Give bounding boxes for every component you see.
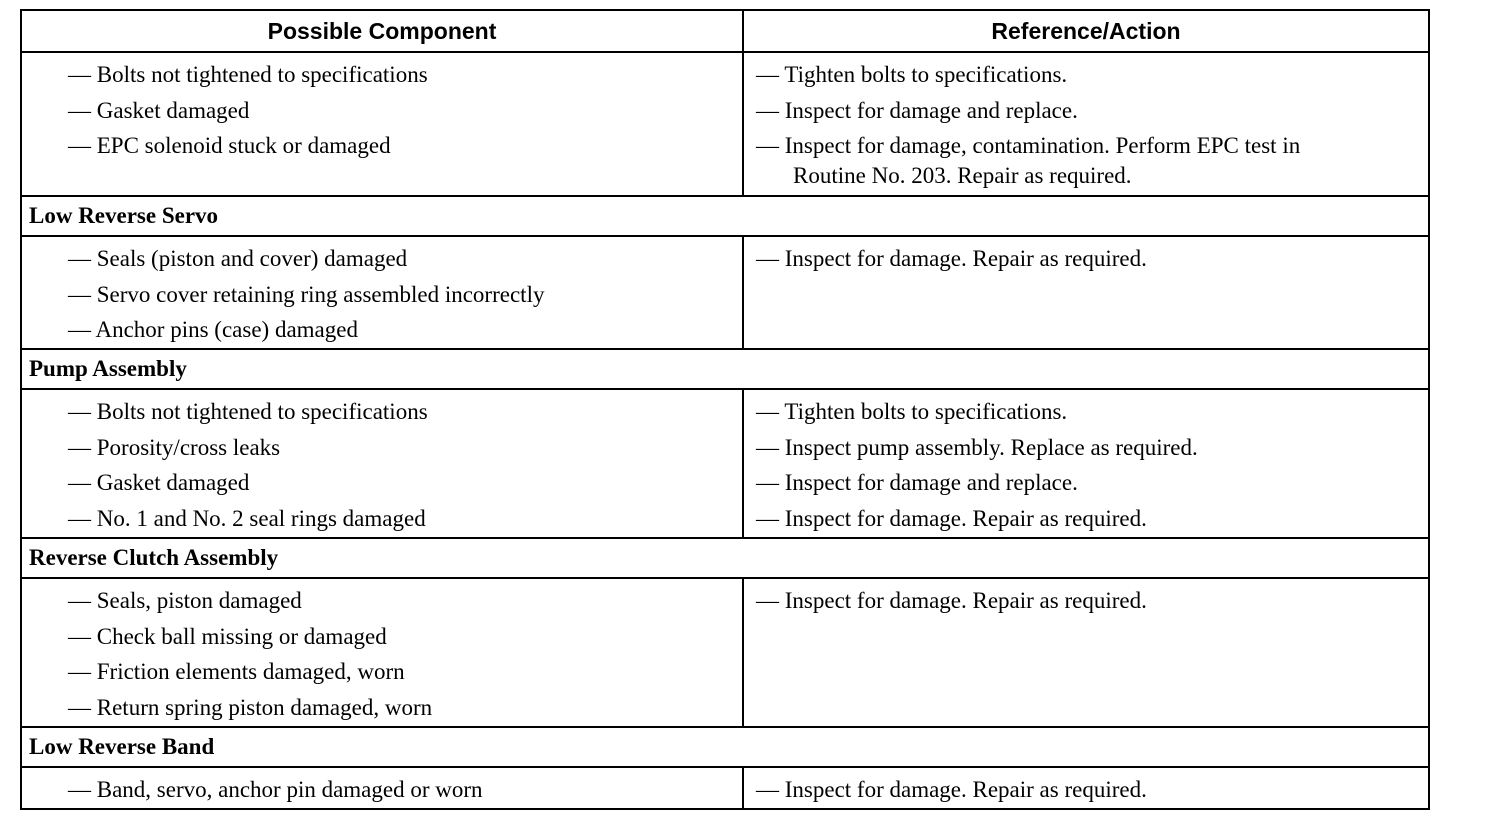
section-title: Low Reverse Band [22, 728, 1428, 768]
component-item: — Porosity/cross leaks [68, 434, 281, 460]
action-item: — Tighten bolts to specifications. [756, 399, 1068, 424]
table-header [22, 11, 1428, 53]
component-item: — Servo cover retaining ring assembled incorrectly [68, 281, 545, 307]
component-cell [22, 768, 744, 808]
action-cell [744, 768, 1428, 808]
component-item: — Return spring piston damaged, worn [68, 694, 433, 720]
component-cell [22, 53, 744, 195]
table-row [22, 390, 1428, 539]
action-cell [744, 237, 1428, 348]
component-item: — Gasket damaged [68, 97, 250, 123]
component-item: — Seals, piston damaged [68, 588, 302, 613]
component-cell [22, 237, 744, 348]
action-cell [744, 579, 1428, 726]
action-cell [744, 53, 1428, 195]
component-cell [22, 579, 744, 726]
table-row [22, 237, 1428, 350]
component-item: — Bolts not tightened to specifications [68, 62, 428, 87]
action-item: Routine No. 203. Repair as required. [793, 162, 1132, 188]
component-item: — Gasket damaged [68, 470, 250, 495]
action-cell [744, 390, 1428, 537]
table-row [22, 768, 1428, 808]
section-title: Reverse Clutch Assembly [22, 539, 1428, 579]
component-item: — No. 1 and No. 2 seal rings damaged [68, 505, 426, 531]
table-row [22, 579, 1428, 728]
action-item: — Inspect for damage. Repair as required. [756, 777, 1147, 802]
component-item: — Check ball missing or damaged [68, 623, 387, 649]
action-item: — Tighten bolts to specifications. [756, 62, 1068, 87]
component-item: — Bolts not tightened to specifications [68, 399, 428, 424]
header-possible-component: Possible Component [22, 11, 744, 51]
action-item: — Inspect for damage and replace. [756, 97, 1078, 123]
component-item: — Friction elements damaged, worn [68, 659, 405, 684]
component-cell [22, 390, 744, 537]
component-item: — EPC solenoid stuck or damaged [68, 133, 391, 158]
troubleshooting-table [20, 9, 1430, 810]
table-row [22, 53, 1428, 197]
component-item: — Seals (piston and cover) damaged [68, 246, 408, 271]
action-item: — Inspect for damage. Repair as required. [756, 588, 1147, 613]
section-title: Pump Assembly [22, 350, 1428, 390]
action-item: — Inspect for damage and replace. [756, 470, 1078, 495]
action-item: — Inspect for damage. Repair as required. [756, 505, 1147, 531]
action-item: — Inspect for damage, contamination. Perform EPC test in [756, 133, 1301, 158]
header-reference-action: Reference/Action [991, 17, 1181, 44]
component-item: — Band, servo, anchor pin damaged or worn [68, 777, 483, 802]
action-item: — Inspect for damage. Repair as required. [756, 246, 1147, 271]
section-title: Low Reverse Servo [22, 197, 1428, 237]
component-item: — Anchor pins (case) damaged [68, 317, 358, 342]
action-item: — Inspect pump assembly. Replace as required. [756, 434, 1198, 460]
